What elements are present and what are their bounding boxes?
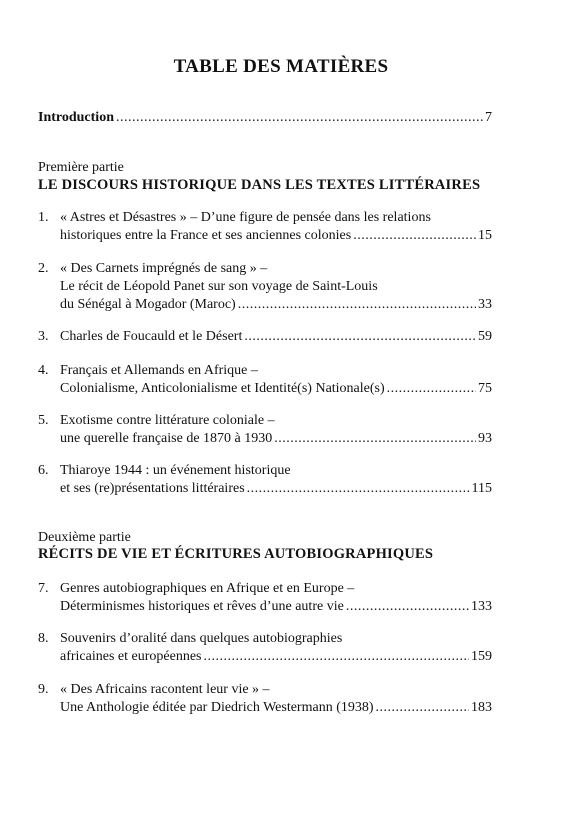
part-label: Deuxième partie bbox=[38, 530, 131, 545]
entry-number: 6. bbox=[38, 463, 49, 478]
entry-title-line: Charles de Foucauld et le Désert bbox=[60, 329, 243, 344]
entry-number: 3. bbox=[38, 329, 49, 344]
entry-page-number: 59 bbox=[478, 329, 492, 344]
entry-page-number: 159 bbox=[471, 649, 492, 664]
entry-number: 2. bbox=[38, 261, 49, 276]
dot-leader bbox=[116, 110, 483, 126]
entry-page-number: 183 bbox=[471, 700, 492, 715]
page-title: TABLE DES MATIÈRES bbox=[173, 56, 389, 77]
entry-page-number: 133 bbox=[471, 599, 492, 614]
dot-leader bbox=[353, 227, 476, 245]
entry-title-line: Genres autobiographiques en Afrique et en Europe – bbox=[60, 581, 355, 596]
entry-title-line: Français et Allemands en Afrique – bbox=[60, 363, 258, 378]
toc-entry bbox=[38, 328, 492, 346]
entry-number: 1. bbox=[38, 210, 49, 225]
entry-title-line: Thiaroye 1944 : un événement historique bbox=[60, 463, 291, 478]
entry-page-number: 33 bbox=[478, 297, 492, 312]
entry-title-line: « Astres et Désastres » – D’une figure de pensée dans les relations bbox=[60, 210, 431, 225]
entry-page-number: 7 bbox=[485, 110, 492, 125]
toc-entry bbox=[38, 362, 492, 398]
entry-number: 7. bbox=[38, 581, 49, 596]
dot-leader bbox=[238, 296, 476, 314]
dot-leader bbox=[244, 328, 476, 346]
entry-number: 4. bbox=[38, 363, 49, 378]
entry-title-line: une querelle française de 1870 à 1930 bbox=[60, 431, 273, 446]
entry-title-line: Une Anthologie éditée par Diedrich Westermann (1938) bbox=[60, 700, 374, 715]
entry-title-line: africaines et européennes bbox=[60, 649, 202, 664]
dot-leader bbox=[203, 648, 469, 666]
entry-title-line: « Des Africains racontent leur vie » – bbox=[60, 682, 270, 697]
toc-entry bbox=[38, 412, 492, 448]
dot-leader bbox=[387, 380, 476, 398]
part-title: LE DISCOURS HISTORIQUE DANS LES TEXTES LITTÉRAIRES bbox=[38, 177, 481, 193]
entry-number: 9. bbox=[38, 682, 49, 697]
dot-leader bbox=[247, 480, 470, 498]
entry-page-number: 75 bbox=[478, 381, 492, 396]
entry-title-line: Le récit de Léopold Panet sur son voyage de Saint-Louis bbox=[60, 279, 378, 294]
toc-entry bbox=[38, 209, 492, 245]
entry-title-line: « Des Carnets imprégnés de sang » – bbox=[60, 261, 268, 276]
entry-page-number: 115 bbox=[471, 481, 492, 496]
entry-number: 5. bbox=[38, 413, 49, 428]
part-title: RÉCITS DE VIE ET ÉCRITURES AUTOBIOGRAPHIQUES bbox=[38, 546, 434, 562]
entry-title-line: du Sénégal à Mogador (Maroc) bbox=[60, 297, 236, 312]
entry-title-line: et ses (re)présentations littéraires bbox=[60, 481, 245, 496]
dot-leader bbox=[274, 430, 476, 448]
entry-title-line: Déterminismes historiques et rêves d’une autre vie bbox=[60, 599, 344, 614]
dot-leader bbox=[346, 598, 469, 616]
toc-entry bbox=[38, 580, 492, 616]
entry-title: Introduction bbox=[38, 110, 114, 125]
entry-number: 8. bbox=[38, 631, 49, 646]
entry-page-number: 15 bbox=[478, 228, 492, 243]
dot-leader bbox=[376, 699, 469, 717]
entry-title-line: Exotisme contre littérature coloniale – bbox=[60, 413, 275, 428]
entry-title-line: historiques entre la France et ses anciennes colonies bbox=[60, 228, 352, 243]
toc-entry bbox=[38, 630, 492, 666]
entry-page-number: 93 bbox=[478, 431, 492, 446]
entry-title-line: Colonialisme, Anticolonialisme et Identité(s) Nationale(s) bbox=[60, 381, 385, 396]
part-label: Première partie bbox=[38, 160, 124, 175]
toc-entry-introduction bbox=[38, 110, 492, 126]
toc-entry bbox=[38, 462, 492, 498]
entry-title-line: Souvenirs d’oralité dans quelques autobiographies bbox=[60, 631, 343, 646]
toc-entry bbox=[38, 260, 492, 314]
toc-entry bbox=[38, 681, 492, 717]
